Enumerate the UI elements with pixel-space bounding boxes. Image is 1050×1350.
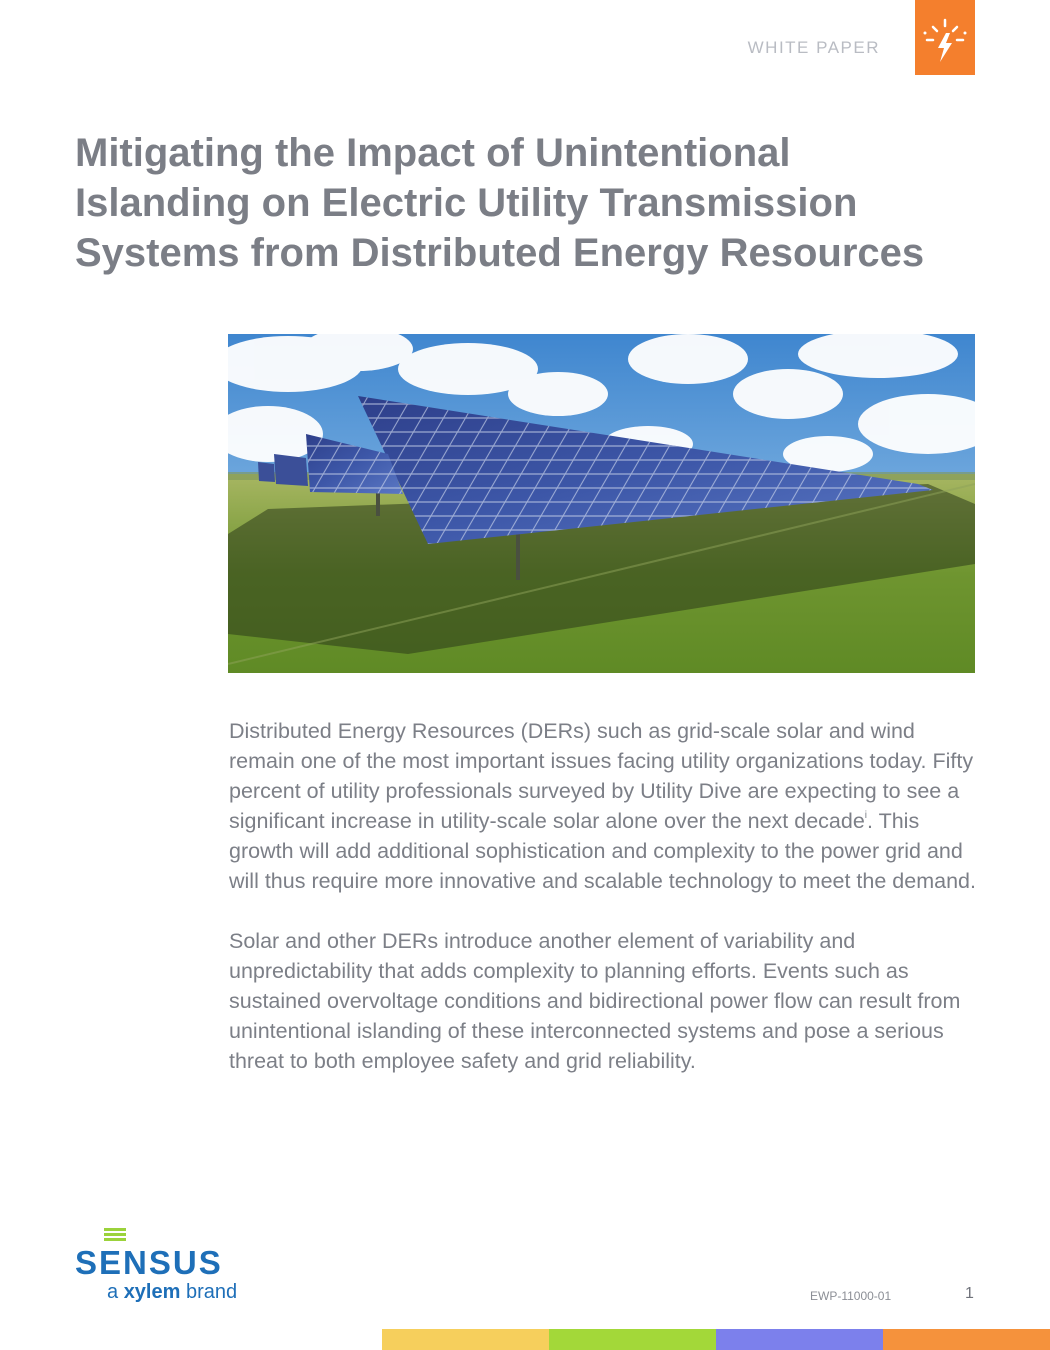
paragraph-2: Solar and other DERs introduce another element of variability and unpredictability that adds complexity to planning efforts. Events such as sustained overvoltage conditions and bidirectional power flow can result from unintentional islanding of these interconnected systems and pose a serious threat to both employee safety and grid reliability. (229, 929, 961, 1073)
logo-bars-icon (104, 1228, 132, 1244)
lightning-bolt-icon (915, 0, 975, 75)
doc-type-label: WHITE PAPER (747, 38, 880, 57)
solar-panel-photo (228, 334, 975, 673)
color-bar-segment-blue (716, 1329, 883, 1350)
footnote-marker[interactable]: i (864, 810, 868, 821)
page-title: Mitigating the Impact of Unintentional Islanding on Electric Utility Transmission Systems from Distributed Energy Resources (75, 131, 925, 275)
header-badge (915, 0, 975, 75)
sensus-logo (75, 1228, 245, 1308)
body-text (229, 716, 979, 1106)
color-bar-segment-orange (883, 1329, 1050, 1350)
logo-tagline: a xylem brand (107, 1281, 238, 1303)
paragraph-1: Distributed Energy Resources (DERs) such as grid-scale solar and wind remain one of the most important issues facing utility organizations today. Fifty percent of utility professionals surveyed by Utility Dive are expecting to see a significant increase in utility-scale solar alone over the next decade$^i$. This growth will add additional sophistication and complexity to the power grid and will thus require more innovative and scalable technology to meet the demand. (229, 719, 976, 893)
logo-wordmark: SENSUS (75, 1244, 223, 1281)
document-code: EWP-11000-01 (810, 1289, 892, 1303)
color-bar-segment-green (549, 1329, 716, 1350)
page-number: 1 (965, 1285, 974, 1302)
color-bar-segment-yellow (382, 1329, 549, 1350)
footer-color-bar (382, 1329, 1050, 1350)
